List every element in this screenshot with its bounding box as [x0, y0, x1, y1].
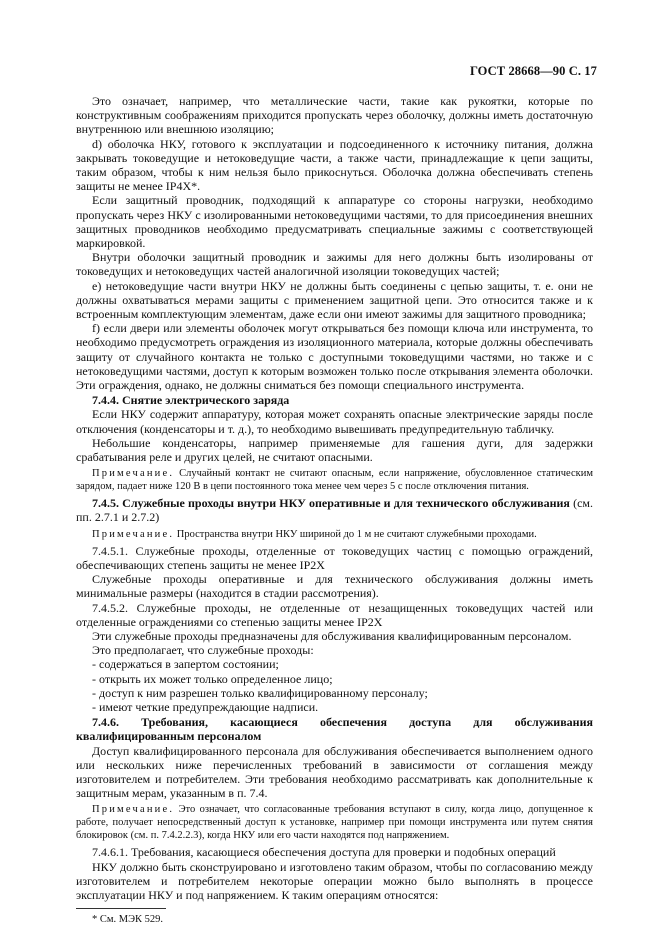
paragraph: Это означает, например, что металлические части, такие как рукоятки, которые по конструктивным соображениям приходится пропускать через оболочку, должны иметь достаточную внутреннюю или внешнюю изоляцию; — [76, 94, 593, 137]
note-label: Примечание. — [92, 528, 175, 540]
paragraph: Это предполагает, что служебные проходы: — [92, 643, 314, 658]
paragraph: d) оболочка НКУ, готового к эксплуатации и подсоединенного к источнику питания, должна закрывать токоведущие и нетоковедущие части, а также части, принадлежащие к цепи защиты, таким образом, чтобы к ним нельзя было прикоснуться. Оболочка должна обеспечивать степень защиты не менее IP4X*. — [76, 136, 593, 194]
note-label: Примечание. — [92, 468, 175, 480]
page-content — [76, 94, 593, 926]
paragraph: Эти служебные проходы предназначены для обслуживания квалифицированным персоналом. — [92, 628, 572, 643]
footnote-divider — [76, 908, 166, 909]
section-heading-7-4-6: 7.4.6. Требования, касающиеся обеспечения доступа для обслуживания квалифицированным персоналом — [76, 715, 593, 744]
paragraph: Если НКУ содержит аппаратуру, которая может сохранять опасные электрические заряды после отключения (конденсаторы и т. д.), то необходимо вывешивать предупредительную табличку. — [76, 407, 593, 436]
page-header: ГОСТ 28668—90 С. 17 — [469, 64, 597, 78]
list-item: - имеют четкие предупреждающие надписи. — [92, 699, 319, 714]
paragraph: e) нетоковедущие части внутри НКУ не должны быть соединены с цепью защиты, т. е. они не должны охватываться мерами защиты с применением защитной цепи. Это относится также и к встроенным комплектующим элементам, даже если они имеют зажимы для защитного проводника; — [76, 278, 593, 322]
paragraph: 7.4.6.1. Требования, касающиеся обеспечения доступа для проверки и подобных операций — [92, 845, 556, 860]
paragraph: Если защитный проводник, подходящий к аппаратуре со стороны нагрузки, необходимо пропускать через НКУ с изолированными нетоковедущими частями, то для присоединения внешних защитных проводников необходимо предусматривать специальные зажимы с соответствующей маркировкой. — [76, 193, 593, 251]
paragraph: 7.4.5.2. Служебные проходы, не отделенные от незащищенных токоведущих частей или отделенные ограждениями со степенью защиты менее IP2X — [76, 600, 593, 629]
note — [76, 528, 593, 541]
paragraph: Небольшие конденсаторы, например применяемые для гашения дуги, для задержки срабатывания реле и других целей, не считают опасными. — [76, 435, 593, 465]
heading-text: 7.4.5. Служебные проходы внутри НКУ оперативные и для технического обслуживания — [92, 496, 570, 511]
heading-ref: (см. пп. 2.7.1 и 2.7.2) — [76, 496, 594, 525]
section-heading-7-4-4: 7.4.4. Снятие электрического заряда — [92, 393, 290, 408]
note-label: Примечание. — [92, 804, 175, 816]
list-item: - доступ к ним разрешен только квалифицированному персоналу; — [92, 685, 428, 700]
paragraph: Внутри оболочки защитный проводник и зажимы для него должны быть изолированы от токоведущих и нетоковедущих частей аналогичной изоляции токоведущих частей; — [76, 250, 593, 279]
note-text: Пространства внутри НКУ шириной до 1 м не считают служебными проходами. — [176, 528, 537, 540]
list-item: - содержаться в запертом состоянии; — [92, 657, 279, 672]
paragraph: Служебные проходы оперативные и для технического обслуживания должны иметь минимальные размеры (находится в стадии рассмотрения). — [76, 572, 593, 601]
note-text: Это означает, что согласованные требования вступают в силу, когда лицо, допущенное к работе, получает непосредственный доступ к установке, например при помощи инструмента или путем снятия блокировок (см. п. 7.4.2.2.3), когда НКУ или его части находятся под напряжением. — [76, 804, 594, 842]
section-heading-7-4-5 — [76, 496, 593, 524]
paragraph: НКУ должно быть сконструировано и изготовлено таким образом, чтобы по согласованию между изготовителем и потребителем некоторые операции можно было выполнять в процессе эксплуатации НКУ и под напряжением. К таким операциям относятся: — [76, 859, 593, 902]
list-item: - открыть их может только определенное лицо; — [92, 671, 333, 686]
note — [76, 803, 593, 842]
footnote: * См. МЭК 529. — [92, 914, 164, 926]
note-text: Случайный контакт не считают опасным, если напряжение, обусловленное статическим зарядом, падает ниже 120 В в цепи постоянного тока менее чем через 5 с после отключения питания. — [76, 468, 593, 493]
note — [76, 467, 593, 493]
paragraph: Доступ квалифицированного персонала для обслуживания обеспечивается выполнением одного или нескольких ниже перечисленных требований в зависимости от соглашения между изготовителем и потребителем. Эти требования необходимо рассматривать как дополнительные к защитным мерам, указанным в п. 7.4. — [76, 743, 593, 801]
paragraph: f) если двери или элементы оболочек могут открываться без помощи ключа или инструмента, то необходимо предусмотреть ограждения из изоляционного материала, которые должны обеспечивать защиту от случайного контакта не только с доступными токоведущими частями, но также и с нетоковедущими частями, доступ к которым возможен только после открывания элемента оболочки. Эти ограждения, однако, не должны сниматься без помощи специального инструмента. — [76, 321, 593, 393]
paragraph: 7.4.5.1. Служебные проходы, отделенные от токоведущих частиц с помощью ограждений, обеспечивающих степень защиты не менее IP2X — [76, 543, 593, 572]
